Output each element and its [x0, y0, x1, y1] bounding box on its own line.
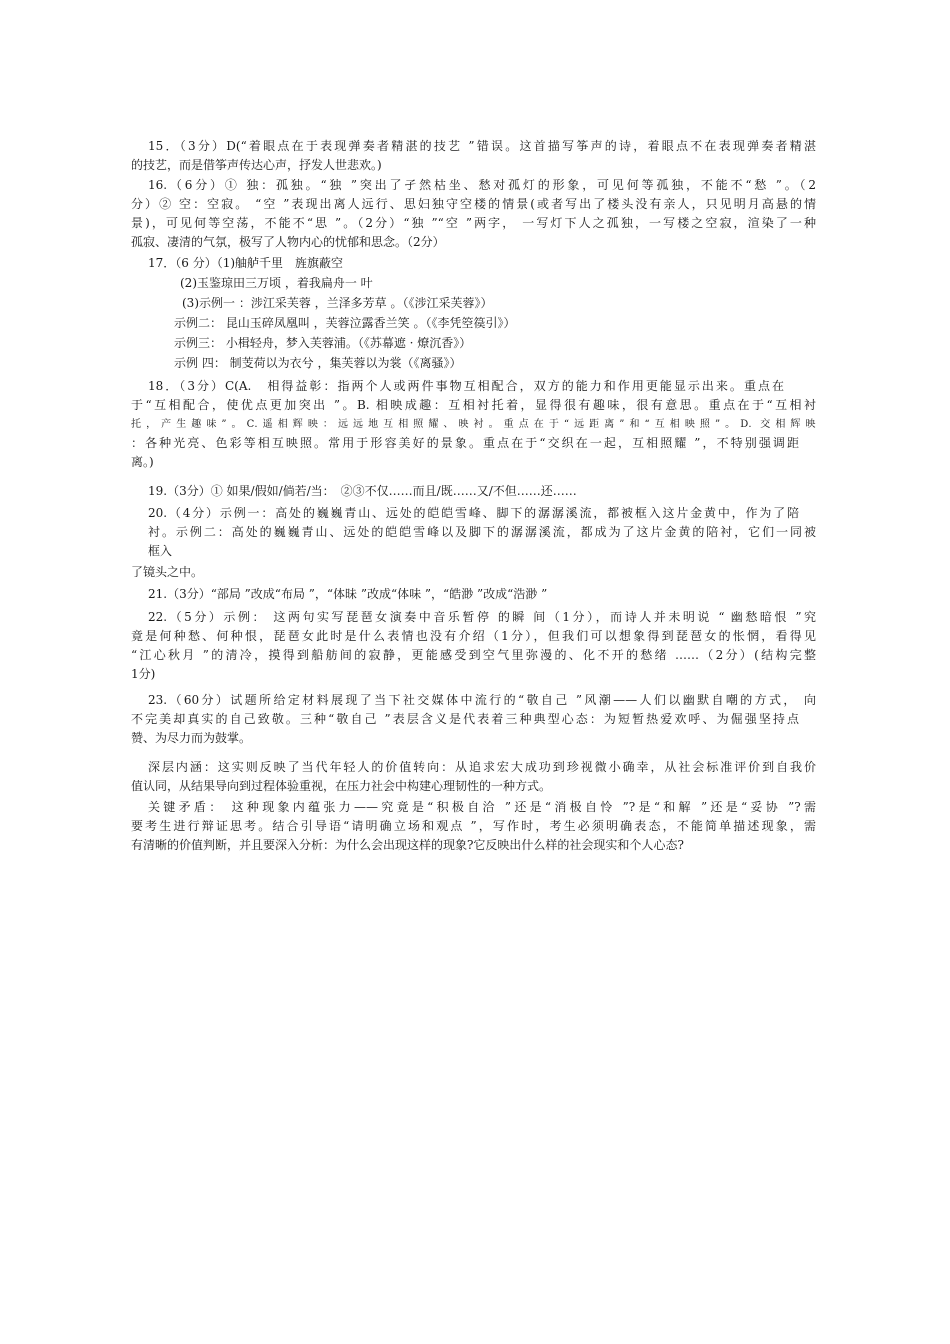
key-conflict-line-2: 要考生进行辩证思考。结合引导语“请明确立场和观点 ”，写作时，考生必须明确表态，不能简单描述现象，需: [131, 819, 816, 833]
q23-line-3: 赞、为尽力而为鼓掌。: [131, 731, 252, 745]
q18-line-2: 于“互相配合，使优点更加突出 ”。B. 相映成趣：互相衬托着，显得很有趣味，很有意思。重点在于“互相衬: [131, 398, 816, 412]
q21-line-1: 21.（3分）“部局 ”改成“布局 ”，“体昧 ”改成“体味 ”，“皓渺 ”改成“浩渺 ”: [148, 587, 548, 601]
q15-line-1: 15．（3分）D(“着眼点在于表现弹奏者精湛的技艺 ”错误。这首描写筝声的诗，着眼点不在表现弹奏者精湛: [148, 139, 816, 153]
q22-line-3: “江心秋月 ”的清冷，摸得到船舫间的寂静，更能感受到空气里弥漫的、化不开的愁绪 ……（2分）(结构完整: [131, 648, 817, 662]
q20-line-2: 衬。示例二：高处的巍巍青山、远处的皑皑雪峰以及脚下的潺潺溪流，都成为了这片金黄的陪衬，它们一同被: [148, 525, 816, 539]
key-conflict-line-1: 关键矛盾： 这种现象内蕴张力——究竟是“积极自洽 ”还是“消极自怜 ”?是“和解 ”还是“妥协 ”?需: [148, 800, 816, 814]
q18-line-3: 托，产生趣味”。C.遥相辉映：远远地互相照耀、映衬。重点在于“远距离”和“互相映照”。D. 交相辉映: [131, 419, 816, 430]
q16-line-3: 景)，可见何等空荡，不能不“思 ”。（2分）“独 ”“空 ”两字， 一写灯下人之孤独，一写楼之空寂，渲染了一种: [131, 216, 816, 230]
q15-line-2: 的技艺，而是借筝声传达心声，抒发人世悲欢。): [131, 158, 382, 172]
q17-line-5: 示例三： 小楫轻舟，梦入芙蓉浦。（《苏幕遮 · 燎沉香》）: [174, 336, 472, 350]
q17-line-2: (2)玉鉴琼田三万顷 ，着我扁舟一 叶: [180, 276, 373, 290]
q22-line-1: 22.（5分）示例： 这两句实写琵琶女演奏中音乐暂停 的瞬 间（1分），而诗人并未明说 “ 幽愁暗恨 ”究: [148, 610, 816, 624]
q16-line-4: 孤寂、凄清的气氛，极写了人物内心的忧郁和思念。（2分）: [131, 235, 445, 249]
q23-line-1: 23.（60分）试题所给定材料展现了当下社交媒体中流行的“敬自己 ”风潮——人们以幽默自嘲的方式， 向: [148, 693, 816, 707]
q20-line-1: 20.（4分）示例一：高处的巍巍青山、远处的皑皑雪峰、脚下的潺潺溪流，都被框入这片金黄中，作为了陪: [148, 506, 799, 520]
q19-line-1: 19.（3分）① 如果/假如/倘若/当： ②③不仅……而且/既……又/不但……还……: [148, 484, 577, 498]
q20-line-4: 了镜头之中。: [131, 565, 204, 579]
q18-line-4: ：各种光亮、色彩等相互映照。常用于形容美好的景象。重点在于“交织在一起，互相照耀 ”，不特别强调距: [131, 436, 799, 450]
q18-line-5: 离。): [131, 455, 154, 469]
q17-line-3: (3)示例一 ：涉江采芙蓉 ，兰泽多芳草 。（《涉江采芙蓉》）: [182, 296, 493, 310]
q17-line-1: 17．（6 分）（1)舳舻千里 旌旗蔽空: [148, 256, 344, 270]
key-conflict-line-3: 有清晰的价值判断，并且要深入分析：为什么会出现这样的现象?它反映出什么样的社会现实和个人心态?: [131, 838, 684, 852]
q20-line-3: 框入: [148, 544, 173, 558]
deep-meaning-line-2: 值认同，从结果导向到过程体验重视，在压力社会中构建心理韧性的一种方式。: [131, 779, 552, 793]
q23-line-2: 不完美却真实的自己致敬。三种“敬自己 ”表层含义是代表着三种典型心态：为短暂热爱欢呼、为倔强坚持点: [131, 712, 799, 726]
q17-line-4: 示例二： 昆山玉碎凤凰叫 ，芙蓉泣露香兰笑 。（《李凭箜篌引》）: [174, 316, 516, 330]
q22-line-4: 1分): [131, 667, 156, 681]
q16-line-2: 分）② 空：空寂。 “空 ”表现出离人远行、思妇独守空楼的情景(或者写出了楼头没有亲人，只见明月高悬的情: [131, 197, 816, 211]
q16-line-1: 16.（6分）① 独：孤独。“独 ”突出了孑然枯坐、愁对孤灯的形象，可见何等孤独，不能不“愁 ”。（2: [148, 178, 816, 192]
q18-line-1: 18．（3分）C(A. 相得益彰：指两个人或两件事物互相配合，双方的能力和作用更能显示出来。重点在: [148, 379, 784, 393]
deep-meaning-line-1: 深层内涵：这实则反映了当代年轻人的价值转向：从追求宏大成功到珍视微小确幸，从社会标准评价到自我价: [148, 760, 816, 774]
q22-line-2: 竟是何种愁、何种恨，琵琶女此时是什么表情也没有介绍（1分），但我们可以想象得到琵琶女的怅惘，看得见: [131, 629, 816, 643]
q17-line-6: 示例 四： 制芰荷以为衣兮 ，集芙蓉以为裳（《离骚》）: [174, 356, 462, 370]
